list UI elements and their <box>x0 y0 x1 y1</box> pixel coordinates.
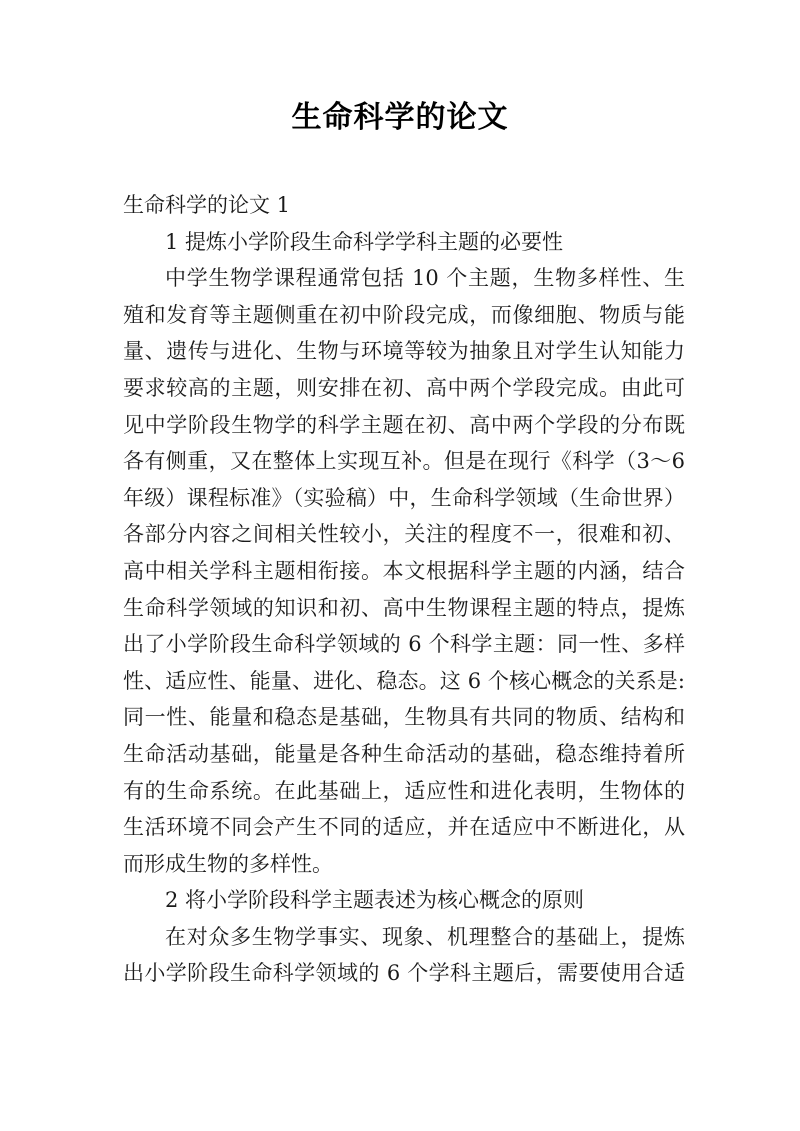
paragraph-line: 而形成生物的多样性。 <box>123 851 333 876</box>
paragraph-line: 见中学阶段生物学的科学主题在初、高中两个学段的分布既 <box>123 412 685 437</box>
section-heading: 生命科学的论文 1 <box>123 193 291 217</box>
document-title: 生命科学的论文 <box>291 100 509 135</box>
paragraph-line: 出小学阶段生命科学领域的 6 个学科主题后，需要使用合适 <box>123 961 685 986</box>
paragraph-line: 生活环境不同会产生不同的适应，并在适应中不断进化，从 <box>123 815 685 840</box>
paragraph-line: 出了小学阶段生命科学领域的 6 个科学主题：同一性、多样 <box>123 632 685 657</box>
document-body <box>123 187 685 992</box>
paragraph-line: 同一性、能量和稳态是基础，生物具有共同的物质、结构和 <box>123 705 685 730</box>
paragraph-line: 高中相关学科主题相衔接。本文根据科学主题的内涵，结合 <box>123 558 685 583</box>
paragraph-1 <box>123 260 685 882</box>
paragraph-line: 殖和发育等主题侧重在初中阶段完成，而像细胞、物质与能 <box>123 302 685 327</box>
paragraph-line: 生命活动基础，能量是各种生命活动的基础，稳态维持着所 <box>123 741 685 766</box>
paragraph-line: 要求较高的主题，则安排在初、高中两个学段完成。由此可 <box>123 375 685 400</box>
paragraph-line: 性、适应性、能量、进化、稳态。这 6 个核心概念的关系是: <box>123 668 685 693</box>
paragraph-2 <box>123 919 685 992</box>
paragraph-line: 各部分内容之间相关性较小，关注的程度不一，很难和初、 <box>123 522 685 547</box>
subheading-1: 1 提炼小学阶段生命科学学科主题的必要性 <box>165 229 564 254</box>
paragraph-line: 在对众多生物学事实、现象、机理整合的基础上，提炼 <box>165 924 685 949</box>
paragraph-line: 中学生物学课程通常包括 10 个主题，生物多样性、生 <box>165 266 685 291</box>
paragraph-line: 生命科学领域的知识和初、高中生物课程主题的特点，提炼 <box>123 595 685 620</box>
paragraph-line: 年级）课程标准》（实验稿）中，生命科学领域（生命世界） <box>123 485 685 510</box>
subheading-2: 2 将小学阶段科学主题表述为核心概念的原则 <box>165 888 585 913</box>
paragraph-line: 有的生命系统。在此基础上，适应性和进化表明，生物体的 <box>123 778 685 803</box>
paragraph-line: 量、遗传与进化、生物与环境等较为抽象且对学生认知能力 <box>123 339 685 364</box>
paragraph-line: 各有侧重，又在整体上实现互补。但是在现行《科学（3～6 <box>123 449 685 474</box>
